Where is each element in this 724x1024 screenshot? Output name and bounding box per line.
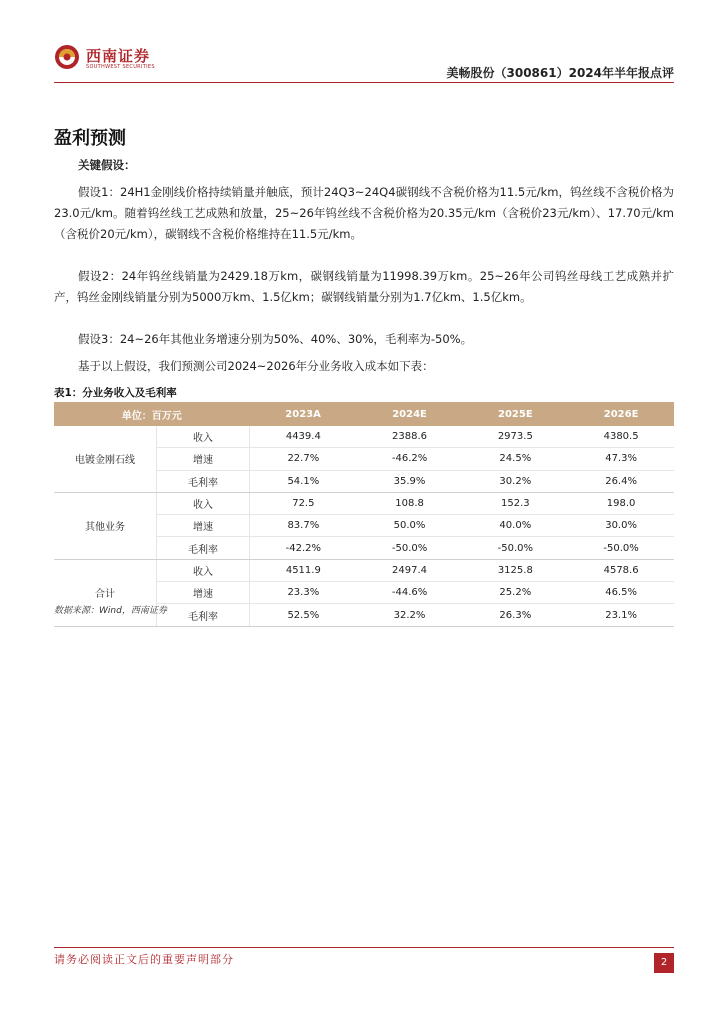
metric-label: 毛利率 [157,604,250,626]
table-cell: 40.0% [462,515,568,537]
key-assumptions-label: 关键假设： [78,158,136,172]
report-title: 美畅股份（300861）2024年半年报点评 [446,66,674,80]
table-cell: 32.2% [357,604,463,626]
table-cell: 54.1% [250,470,357,492]
company-logo [54,42,154,76]
table-cell: 50.0% [357,515,463,537]
metric-label: 增速 [157,582,250,604]
logo-text-cn: 西南证券 [86,47,151,65]
revenue-table [54,402,674,627]
year-header: 2025E [462,402,568,426]
table-caption: 表1：分业务收入及毛利率 [54,387,177,399]
table-cell: 26.4% [568,470,674,492]
table-cell: 83.7% [250,515,357,537]
table-cell: -44.6% [357,582,463,604]
table-cell: 2388.6 [357,426,463,448]
table-cell: 30.0% [568,515,674,537]
unit-header: 单位：百万元 [54,402,250,426]
table-cell: 4380.5 [568,426,674,448]
table-cell: 4511.9 [250,559,357,581]
year-header: 2024E [357,402,463,426]
logo-emblem-icon [54,44,80,70]
table-row [54,426,674,448]
metric-label: 增速 [157,448,250,470]
footer-divider [54,947,674,948]
year-header: 2026E [568,402,674,426]
table-cell: 108.8 [357,492,463,514]
table-cell: 23.3% [250,582,357,604]
table-cell: 198.0 [568,492,674,514]
table-cell: 152.3 [462,492,568,514]
metric-label: 收入 [157,492,250,514]
table-cell: 24.5% [462,448,568,470]
table-row [54,492,674,514]
section-title: 盈利预测 [54,128,126,149]
table-cell: 3125.8 [462,559,568,581]
metric-label: 增速 [157,515,250,537]
table-cell: -50.0% [568,537,674,559]
year-header: 2023A [250,402,357,426]
table-cell: -42.2% [250,537,357,559]
table-cell: 72.5 [250,492,357,514]
table-cell: 25.2% [462,582,568,604]
table-cell: 2973.5 [462,426,568,448]
table-cell: -46.2% [357,448,463,470]
metric-label: 收入 [157,559,250,581]
table-cell: 52.5% [250,604,357,626]
assumption-3: 假设3：24~26年其他业务增速分别为50%、40%、30%，毛利率为-50%。 [78,332,473,346]
table-cell: 22.7% [250,448,357,470]
logo-text-en: SOUTHWEST SECURITIES [86,64,155,70]
group-label: 电镀金刚石线 [54,426,157,492]
metric-label: 毛利率 [157,537,250,559]
data-source: 数据来源：Wind，西南证券 [54,606,167,616]
header-divider [54,82,674,83]
metric-label: 收入 [157,426,250,448]
footer-disclaimer: 请务必阅读正文后的重要声明部分 [54,953,234,966]
metric-label: 毛利率 [157,470,250,492]
assumption-2: 假设2：24年钨丝线销量为2429.18万km，碳钢线销量为11998.39万km。25~26年公司钨丝母线工艺成熟并扩产，钨丝金刚线销量分别为5000万km、1.5亿km；碳钢线销量分别为1.7亿km、1.5亿km。 [54,269,674,304]
group-label: 其他业务 [54,492,157,559]
group-label: 合计 [54,559,157,626]
table-cell: 30.2% [462,470,568,492]
conclusion-text: 基于以上假设，我们预测公司2024~2026年分业务收入成本如下表： [78,359,434,373]
table-cell: 46.5% [568,582,674,604]
table-header-row [54,402,674,426]
table-cell: 23.1% [568,604,674,626]
table-cell: 47.3% [568,448,674,470]
page-number: 2 [654,953,674,973]
table-cell: 26.3% [462,604,568,626]
table-cell: 4578.6 [568,559,674,581]
table-cell: 2497.4 [357,559,463,581]
table-cell: 35.9% [357,470,463,492]
table-row [54,559,674,581]
assumption-1: 假设1：24H1金刚线价格持续销量并触底，预计24Q3~24Q4碳钢线不含税价格为11.5元/km，钨丝线不含税价格为23.0元/km。随着钨丝线工艺成熟和放量，25~26年钨丝线不含税价格为20.35元/km（含税价23元/km）、17.70元/km（含税价20元/km），碳钢线不含税价格维持在11.5元/km。 [54,185,674,241]
table-cell: -50.0% [462,537,568,559]
table-cell: -50.0% [357,537,463,559]
table-cell: 4439.4 [250,426,357,448]
